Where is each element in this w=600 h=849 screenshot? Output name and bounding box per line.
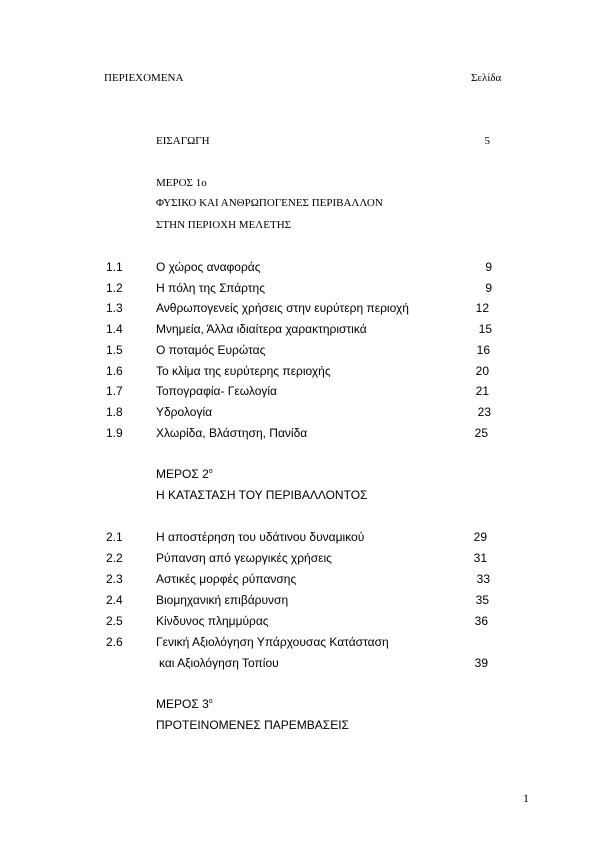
part3-subtitle: ΠΡΟΤΕΙΝΟΜΕΝΕΣ ΠΑΡΕΜΒΑΣΕΙΣ — [156, 718, 349, 732]
entry-title: Ρύπανση από γεωργικές χρήσεις — [156, 551, 332, 565]
part1-subtitle-line1: ΦΥΣΙΚΟ ΚΑΙ ΑΝΘΡΩΠΟΓΕΝΕΣ ΠΕΡΙΒΑΛΛΟΝ — [156, 197, 383, 209]
entry-page: 35 — [475, 593, 489, 607]
page-number: 1 — [523, 791, 529, 805]
entry-title-continuation: και Αξιολόγηση Τοπίου — [159, 656, 279, 670]
entry-title: Το κλίμα της ευρύτερης περιοχής — [156, 364, 331, 378]
entry-number: 1.2 — [106, 281, 123, 295]
part3-heading — [156, 698, 213, 710]
entry-page: 36 — [474, 614, 488, 628]
entry-page: 31 — [473, 551, 487, 565]
entry-number: 1.8 — [106, 405, 123, 419]
part2-heading-text: ΜΕΡΟΣ 2 — [156, 467, 209, 481]
entry-number: 2.1 — [106, 530, 123, 544]
entry-title: Κίνδυνος πλημμύρας — [156, 614, 269, 628]
entry-number: 2.3 — [106, 572, 123, 586]
entry-page: 12 — [475, 301, 489, 315]
contents-title: ΠΕΡΙΕΧΟΜΕΝΑ — [104, 72, 184, 84]
entry-number: 2.6 — [106, 635, 123, 649]
part2-subtitle: Η ΚΑΤΑΣΤΑΣΗ ΤΟΥ ΠΕΡΙΒΑΛΛΟΝΤΟΣ — [156, 488, 368, 502]
entry-page: 33 — [476, 572, 490, 586]
entry-page: 9 — [485, 281, 492, 295]
part3-heading-text: ΜΕΡΟΣ 3 — [156, 697, 209, 711]
entry-title: Βιομηχανική επιβάρυνση — [156, 593, 289, 607]
entry-page: 9 — [485, 260, 492, 274]
entry-number: 1.9 — [106, 426, 123, 440]
entry-title: Μνημεία, Άλλα ιδιαίτερα χαρακτηριστικά — [156, 322, 367, 336]
entry-page: 39 — [474, 656, 488, 670]
entry-page: 29 — [473, 530, 487, 544]
entry-title: Ανθρωπογενείς χρήσεις στην ευρύτερη περιοχή — [156, 301, 409, 315]
page-column-label: Σελίδα — [471, 72, 502, 84]
entry-number: 1.7 — [106, 384, 123, 398]
entry-number: 1.6 — [106, 364, 123, 378]
entry-number: 2.2 — [106, 551, 123, 565]
entry-title: Ο ποταμός Ευρώτας — [156, 343, 266, 357]
entry-number: 1.5 — [106, 343, 123, 357]
entry-title: Η αποστέρηση του υδάτινου δυναμικού — [156, 530, 365, 544]
entry-number: 2.4 — [106, 593, 123, 607]
part2-heading-sup: ο — [208, 468, 213, 475]
intro-title: ΕΙΣΑΓΩΓΗ — [156, 135, 210, 147]
part1-heading: ΜΕΡΟΣ 1ο — [156, 177, 207, 189]
part3-heading-sup: ο — [208, 698, 213, 705]
part2-heading — [156, 468, 213, 480]
entry-title: Τοπογραφία- Γεωλογία — [156, 384, 277, 398]
entry-number: 1.1 — [106, 260, 123, 274]
part1-subtitle-line2: ΣΤΗΝ ΠΕΡΙΟΧΗ ΜΕΛΕΤΗΣ — [156, 219, 292, 231]
entry-page: 23 — [477, 405, 491, 419]
entry-page: 16 — [476, 343, 490, 357]
entry-title: Ο χώρος αναφοράς — [156, 260, 261, 274]
entry-title: Υδρολογία — [156, 405, 213, 419]
entry-number: 1.4 — [106, 322, 123, 336]
entry-title: Γενική Αξιολόγηση Υπάρχουσας Κατάσταση — [156, 635, 389, 649]
entry-title: Αστικές μορφές ρύπανσης — [156, 572, 297, 586]
entry-page: 15 — [478, 322, 492, 336]
entry-title: Η πόλη της Σπάρτης — [156, 281, 266, 295]
entry-number: 1.3 — [106, 301, 123, 315]
entry-page: 25 — [474, 426, 488, 440]
entry-page: 20 — [475, 364, 489, 378]
intro-page: 5 — [484, 135, 490, 147]
entry-page: 21 — [475, 384, 489, 398]
entry-number: 2.5 — [106, 614, 123, 628]
entry-title: Χλωρίδα, Βλάστηση, Πανίδα — [156, 426, 308, 440]
